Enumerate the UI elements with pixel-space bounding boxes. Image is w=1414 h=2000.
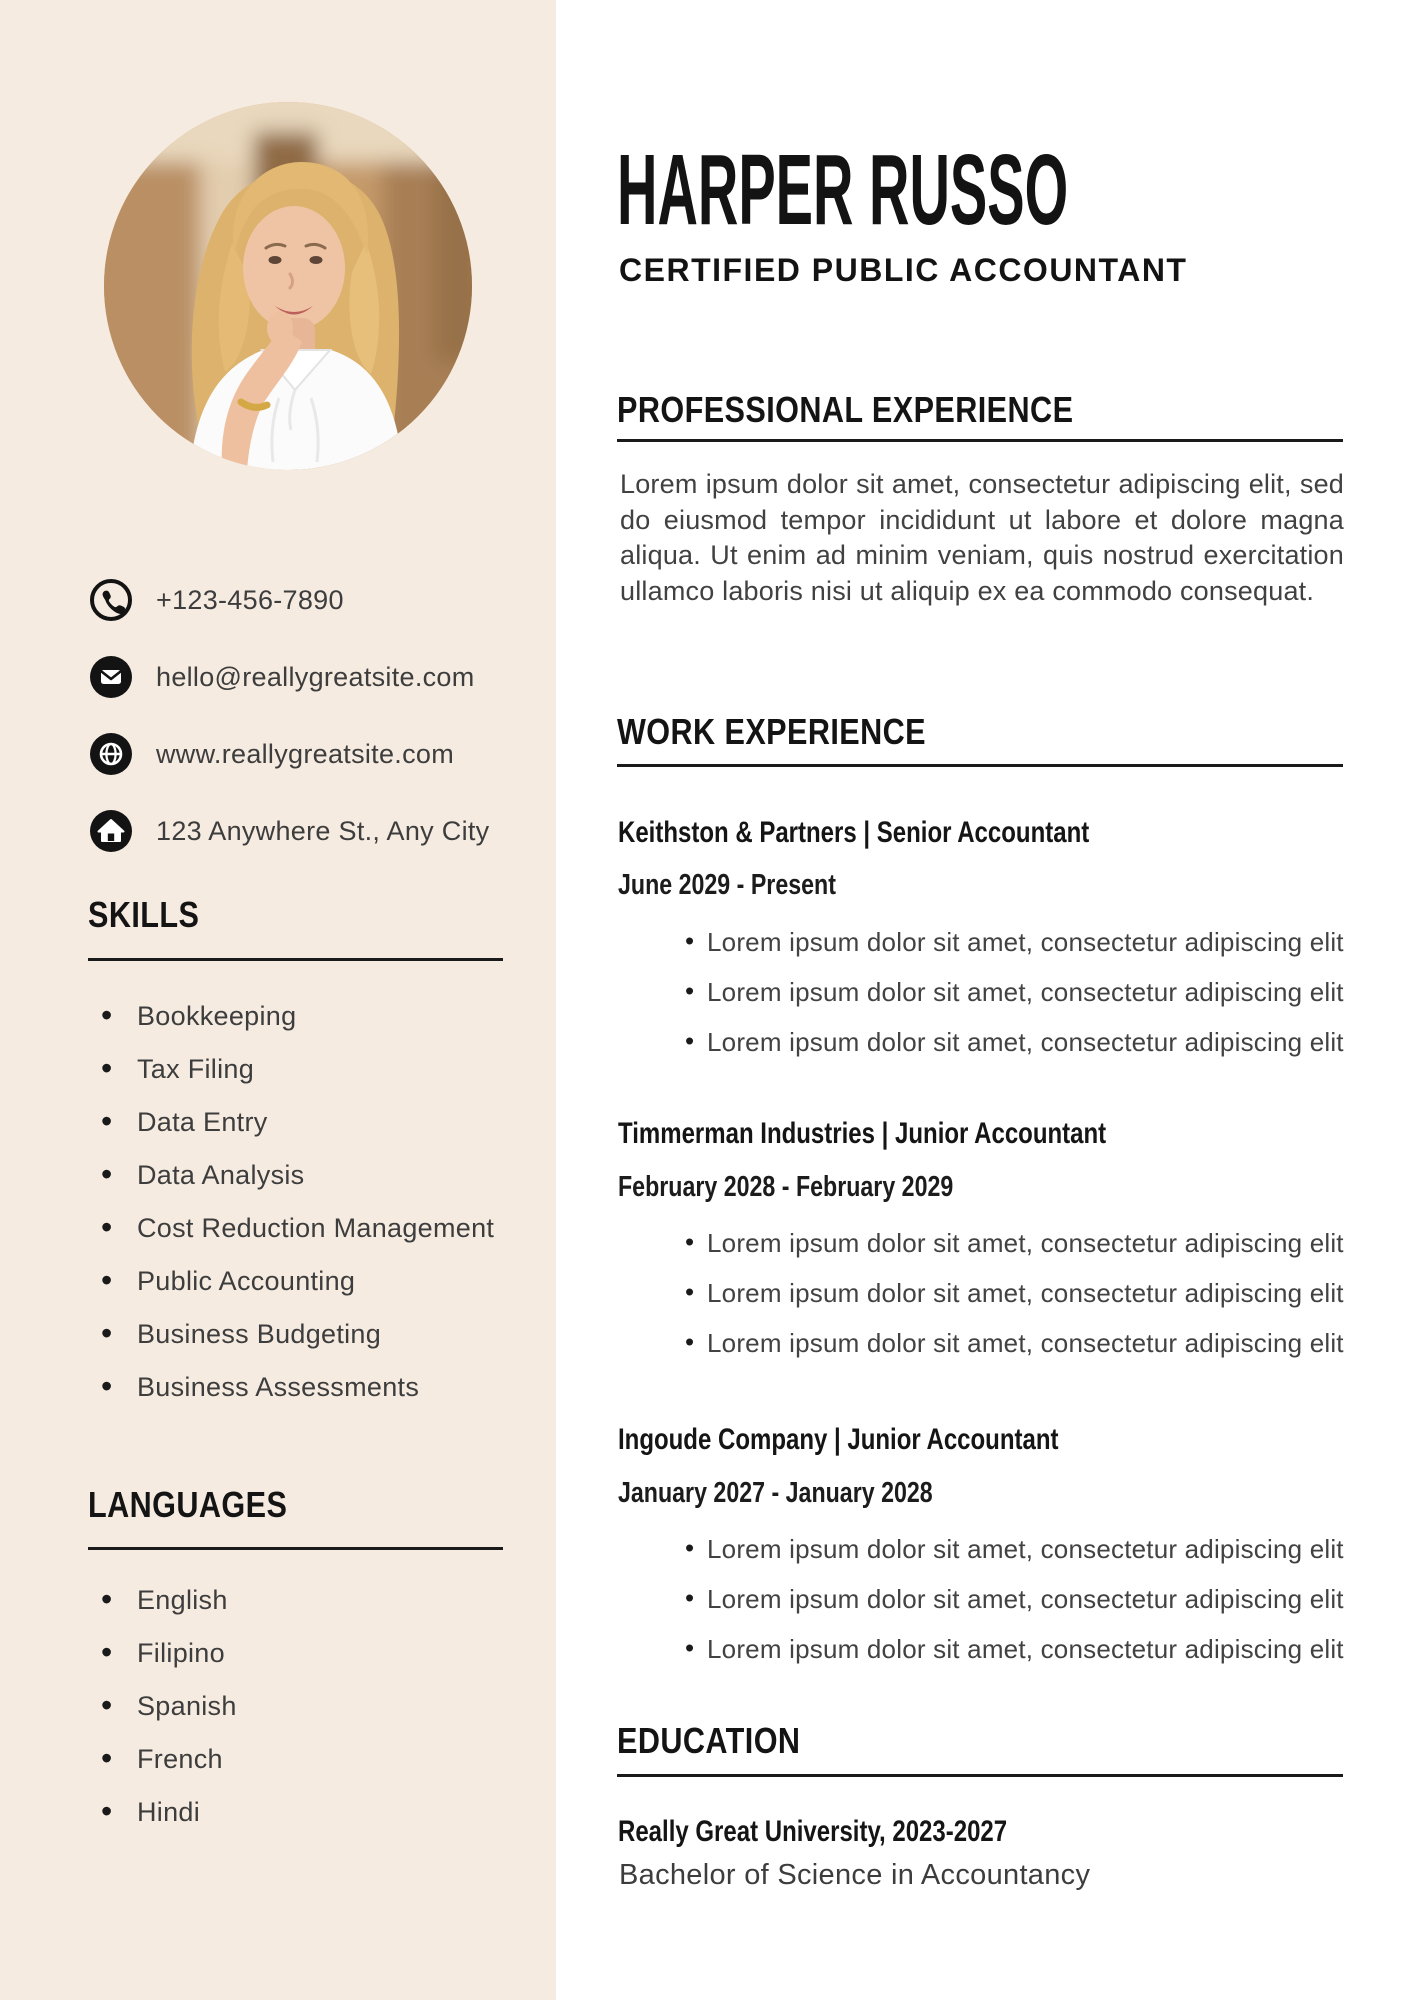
list-item: • Hindi [137, 1786, 237, 1839]
job-bullet-list [707, 917, 1367, 1067]
street-address: 123 Anywhere St., Any City [156, 815, 490, 846]
phone-icon [89, 578, 133, 622]
profile-photo-image [104, 102, 472, 470]
sidebar [0, 0, 556, 2000]
list-item: • Public Accounting [137, 1255, 494, 1308]
professional-experience-heading: PROFESSIONAL EXPERIENCE [617, 389, 1074, 430]
skills-divider [88, 958, 503, 961]
education-heading: EDUCATION [617, 1720, 801, 1761]
skills-heading: SKILLS [88, 894, 200, 935]
list-item: • Cost Reduction Management [137, 1202, 494, 1255]
phone-number: +123-456-7890 [156, 584, 344, 615]
list-item: • English [137, 1574, 237, 1627]
list-item: • Data Analysis [137, 1149, 494, 1202]
languages-divider [88, 1547, 503, 1550]
list-item: • Tax Filing [137, 1043, 494, 1096]
list-item: • Lorem ipsum dolor sit amet, consectetur adipiscing elit [707, 1218, 1367, 1268]
contact-row-phone [89, 578, 344, 622]
email-address: hello@reallygreatsite.com [156, 661, 475, 692]
home-icon [89, 809, 133, 853]
list-item: • Lorem ipsum dolor sit amet, consectetur adipiscing elit [707, 1268, 1367, 1318]
languages-heading: LANGUAGES [88, 1484, 288, 1525]
list-item: • Bookkeeping [137, 990, 494, 1043]
profile-photo [104, 102, 472, 470]
list-item: • Lorem ipsum dolor sit amet, consectetur adipiscing elit [707, 1524, 1367, 1574]
education-divider [617, 1774, 1343, 1777]
person-name: HARPER RUSSO [617, 134, 1069, 246]
job-company-role: Ingoude Company | Junior Accountant [618, 1423, 1059, 1456]
face [243, 206, 345, 330]
list-item: • French [137, 1733, 237, 1786]
work-experience-heading: WORK EXPERIENCE [617, 711, 927, 752]
list-item: • Spanish [137, 1680, 237, 1733]
job-dates: February 2028 - February 2029 [618, 1171, 954, 1203]
list-item: • Business Budgeting [137, 1308, 494, 1361]
job-bullet-list [707, 1218, 1367, 1368]
languages-list [137, 1574, 237, 1839]
contact-row-address [89, 809, 489, 853]
list-item: • Data Entry [137, 1096, 494, 1149]
job-dates: June 2029 - Present [618, 869, 836, 901]
website-url: www.reallygreatsite.com [156, 738, 454, 769]
education-degree: Bachelor of Science in Accountancy [619, 1859, 1091, 1891]
job-company-role: Keithston & Partners | Senior Accountant [618, 816, 1090, 849]
list-item: • Business Assessments [137, 1361, 494, 1414]
work-experience-divider [617, 764, 1343, 767]
education-school: Really Great University, 2023-2027 [618, 1815, 1008, 1848]
job-bullet-list [707, 1524, 1367, 1674]
list-item: • Filipino [137, 1627, 237, 1680]
person-job-title: CERTIFIED PUBLIC ACCOUNTANT [619, 252, 1188, 288]
professional-experience-divider [617, 439, 1343, 442]
contact-row-website [89, 732, 454, 776]
job-company-role: Timmerman Industries | Junior Accountant [618, 1117, 1107, 1150]
professional-summary: Lorem ipsum dolor sit amet, consectetur adipiscing elit, sed do eiusmod tempor incididunt ut labore et dolore magna aliqua. Ut enim ad minim veniam, quis nostrud exercitation ullamco laboris nisi ut aliquip ex ea commodo consequat. [620, 469, 1344, 606]
globe-icon [89, 732, 133, 776]
list-item: • Lorem ipsum dolor sit amet, consectetur adipiscing elit [707, 1318, 1367, 1368]
list-item: • Lorem ipsum dolor sit amet, consectetur adipiscing elit [707, 917, 1367, 967]
list-item: • Lorem ipsum dolor sit amet, consectetur adipiscing elit [707, 967, 1367, 1017]
contact-row-email [89, 655, 475, 699]
skills-list [137, 990, 494, 1414]
email-icon [89, 655, 133, 699]
hand [267, 311, 293, 345]
list-item: • Lorem ipsum dolor sit amet, consectetur adipiscing elit [707, 1624, 1367, 1674]
job-dates: January 2027 - January 2028 [618, 1477, 933, 1509]
list-item: • Lorem ipsum dolor sit amet, consectetur adipiscing elit [707, 1574, 1367, 1624]
list-item: • Lorem ipsum dolor sit amet, consectetur adipiscing elit [707, 1017, 1367, 1067]
